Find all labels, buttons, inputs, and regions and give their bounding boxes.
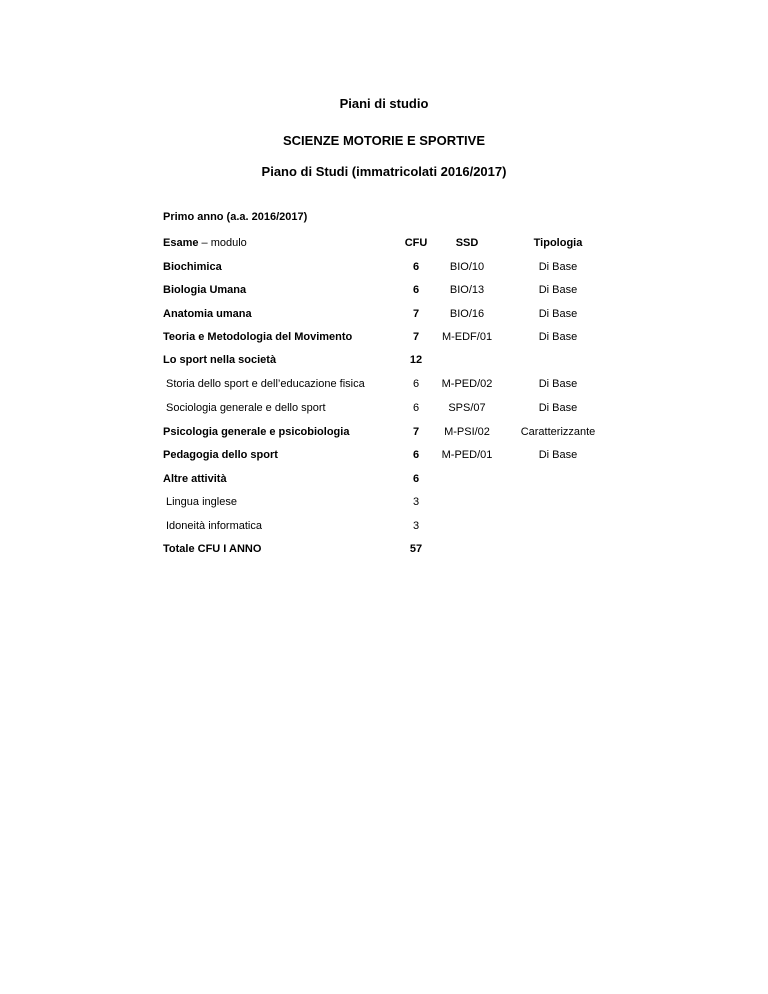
tipologia-value: Di Base [538,378,578,390]
ssd-value: SPS/07 [448,402,486,414]
ssd-value: BIO/10 [449,261,485,273]
tipologia-value: Di Base [538,284,578,296]
module-name: Storia dello sport e dell’educazione fisica [166,378,365,390]
ssd-value: M-PSI/02 [444,426,490,438]
total-cfu-value: 57 [409,543,423,555]
module-name: Sociologia generale e dello sport [166,402,326,414]
exam-name: Pedagogia dello sport [163,449,278,461]
exam-name: Psicologia generale e psicobiologia [163,426,350,438]
table-row [0,401,768,415]
tipologia-value: Di Base [538,402,578,414]
table-row [0,495,768,509]
exam-name: Anatomia umana [163,308,252,320]
cfu-value: 12 [409,354,423,366]
plan-title: Piano di Studi (immatricolati 2016/2017) [261,164,507,179]
module-name: Lingua inglese [166,496,237,508]
table-row [0,425,768,439]
exam-column-header [163,236,247,250]
table-row [0,353,768,367]
cfu-value: 6 [412,449,420,461]
module-name: Idoneità informatica [166,520,262,532]
ssd-value: BIO/13 [449,284,485,296]
ssd-value: M-PED/02 [441,378,493,390]
module-header-label: – modulo [198,237,247,249]
tipologia-value: Di Base [538,308,578,320]
table-header-row [0,236,768,250]
ssd-value: M-EDF/01 [441,331,493,343]
cfu-value: 7 [412,426,420,438]
exam-name: Altre attività [163,473,227,485]
exam-name: Teoria e Metodologia del Movimento [163,331,353,343]
table-row [0,448,768,462]
table-row [0,472,768,486]
table-row [0,519,768,533]
total-label: Totale CFU I ANNO [163,543,262,555]
table-row [0,330,768,344]
tipologia-column-header: Tipologia [533,237,583,249]
cfu-value: 6 [412,473,420,485]
table-total-row [0,542,768,556]
ssd-column-header: SSD [455,237,479,249]
tipologia-value: Di Base [538,449,578,461]
ssd-value: M-PED/01 [441,449,493,461]
exam-name: Lo sport nella società [163,354,277,366]
cfu-value: 7 [412,331,420,343]
table-row [0,283,768,297]
cfu-value: 3 [412,496,420,508]
cfu-value: 7 [412,308,420,320]
cfu-value: 6 [412,261,420,273]
course-title: SCIENZE MOTORIE E SPORTIVE [282,133,485,148]
cfu-value: 6 [412,402,420,414]
cfu-column-header: CFU [404,237,428,249]
ssd-value: BIO/16 [449,308,485,320]
exam-name: Biologia Umana [163,284,247,296]
page-title: Piani di studio [339,96,429,111]
year-heading: Primo anno (a.a. 2016/2017) [163,211,308,223]
tipologia-value: Di Base [538,331,578,343]
table-row [0,377,768,391]
cfu-value: 3 [412,520,420,532]
tipologia-value: Caratterizzante [520,426,596,438]
cfu-value: 6 [412,378,420,390]
exam-header-label: Esame [163,237,199,249]
tipologia-value: Di Base [538,261,578,273]
table-row [0,260,768,274]
cfu-value: 6 [412,284,420,296]
exam-name: Biochimica [163,261,222,273]
table-row [0,307,768,321]
